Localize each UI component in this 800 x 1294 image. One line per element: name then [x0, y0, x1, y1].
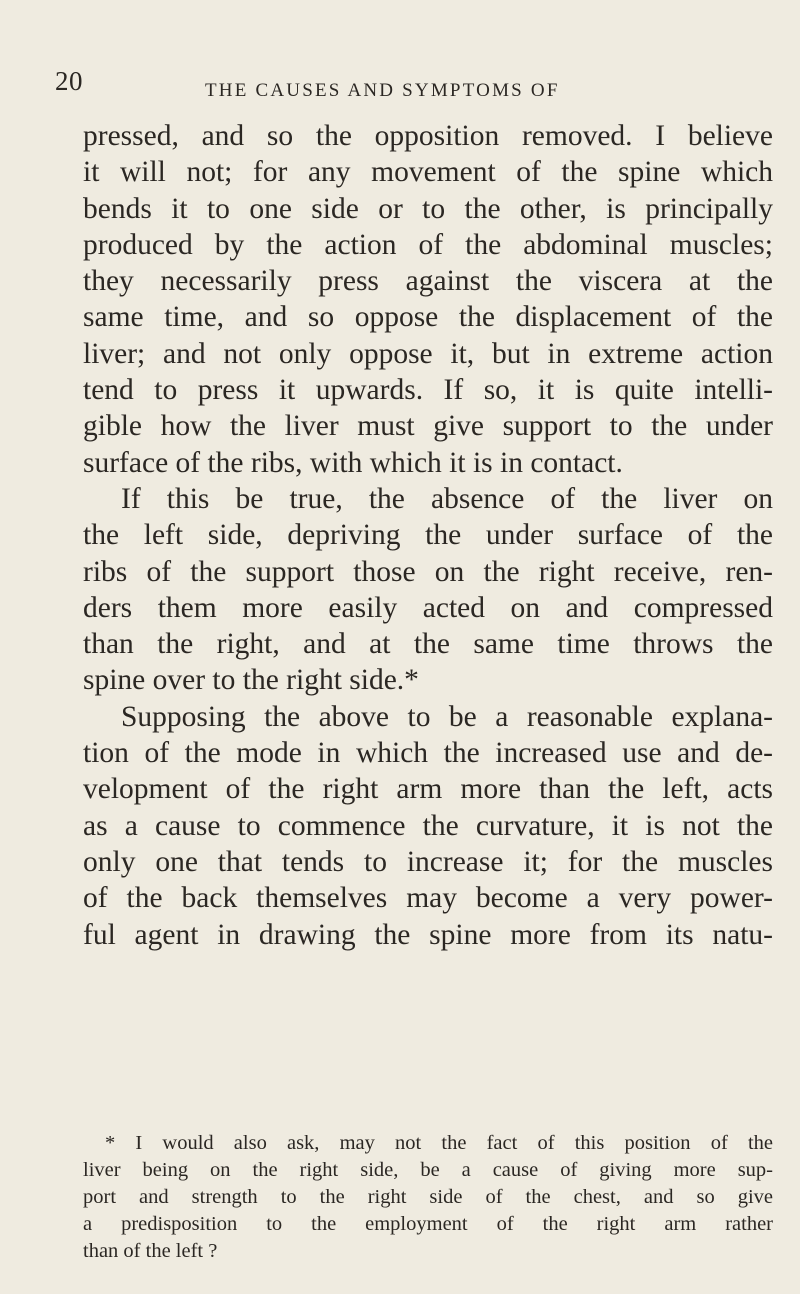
- text-line: produced by the action of the abdominal muscles;: [83, 228, 773, 261]
- footnote-line: than of the left ?: [83, 1240, 218, 1262]
- text-line: liver; and not only oppose it, but in extreme action: [83, 337, 773, 370]
- footnote: [83, 1130, 773, 1265]
- text-line: bends it to one side or to the other, is principally: [83, 192, 773, 225]
- page-number: 20: [55, 66, 83, 96]
- running-title: THE CAUSES AND SYMPTOMS OF: [205, 80, 560, 101]
- footnote-line: * I would also ask, may not the fact of this position of the: [105, 1132, 773, 1154]
- text-line: ders them more easily acted on and compressed: [83, 591, 773, 624]
- text-line: the left side, depriving the under surface of the: [83, 519, 773, 552]
- text-line: they necessarily press against the viscera at the: [83, 265, 773, 298]
- text-line: tend to press it upwards. If so, it is quite intelli-: [83, 374, 773, 407]
- text-line: it will not; for any movement of the spine which: [83, 156, 773, 189]
- text-line: If this be true, the absence of the liver on: [121, 482, 773, 515]
- text-line: as a cause to commence the curvature, it is not the: [83, 809, 773, 842]
- body-text: [83, 118, 773, 953]
- text-line: gible how the liver must give support to the under: [83, 410, 773, 443]
- text-line: spine over to the right side.*: [83, 664, 419, 697]
- footnote-line: a predisposition to the employment of the right arm rather: [83, 1213, 773, 1235]
- text-line: Supposing the above to be a reasonable explana-: [121, 700, 773, 733]
- text-line: ful agent in drawing the spine more from its natu-: [83, 918, 773, 951]
- text-line: only one that tends to increase it; for the muscles: [83, 845, 773, 878]
- text-line: ribs of the support those on the right receive, ren-: [83, 555, 773, 588]
- text-line: surface of the ribs, with which it is in contact.: [83, 446, 623, 479]
- text-line: than the right, and at the same time throws the: [83, 628, 773, 661]
- text-line: velopment of the right arm more than the left, acts: [83, 773, 773, 806]
- text-line: tion of the mode in which the increased use and de-: [83, 737, 773, 770]
- text-line: of the back themselves may become a very power-: [83, 882, 773, 915]
- text-line: same time, and so oppose the displacement of the: [83, 301, 773, 334]
- text-line: pressed, and so the opposition removed. I believe: [83, 120, 773, 152]
- footnote-line: liver being on the right side, be a cause of giving more sup-: [83, 1159, 773, 1181]
- footnote-line: port and strength to the right side of the chest, and so give: [83, 1186, 773, 1208]
